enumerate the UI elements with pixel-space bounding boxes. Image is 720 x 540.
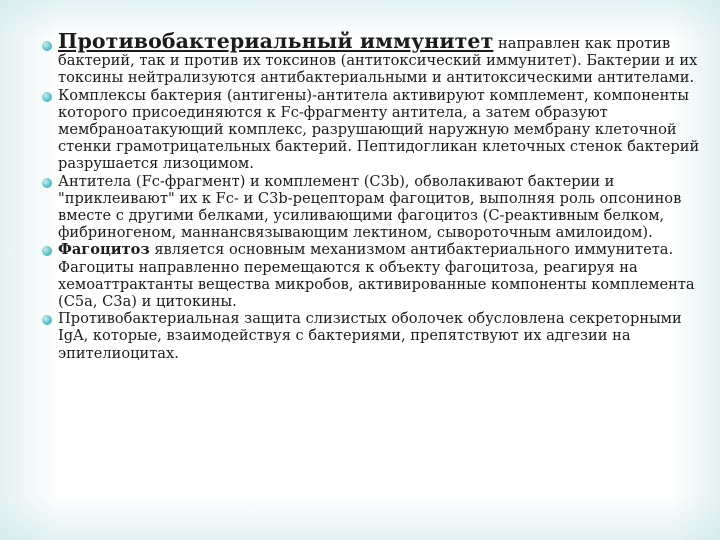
list-item [40, 173, 708, 242]
paragraph-text: является основным механизмом антибактериального иммунитета. Фагоциты направленно перемещаются к объекту фагоцитоза, реагируя на хемоаттрактанты вещества микробов, активированные компоненты комплемента (С5а, С3а) и цитокины. [58, 241, 695, 311]
bullet-icon [42, 41, 52, 51]
bullet-list [40, 29, 708, 362]
list-item [40, 87, 708, 173]
paragraph-text: Противобактериальная защита слизистых оболочек обусловлена секреторными IgA, которые, взаимодействуя с бактериями, препятствуют их адгезии на эпителиоцитах. [58, 310, 682, 362]
bullet-icon [42, 92, 52, 102]
heading-lead: Противобактериальный иммунитет [58, 29, 494, 53]
paragraph-text: направлен как против бактерий, так и против их токсинов (антитоксический иммунитет). Бактерии и их токсины нейтрализуются антибактериальными и антитоксическими антителами. [58, 35, 698, 87]
list-item [40, 241, 708, 310]
bullet-icon [42, 315, 52, 325]
bullet-icon [42, 178, 52, 188]
paragraph-text: Антитела (Fc-фрагмент) и комплемент (C3b), обволакивают бактерии и "приклеивают" их к Fc- и C3b-рецепторам фагоцитов, выполняя роль опсонинов вместе с другими белками, усиливающими фагоцитоз (С-реактивным белком, фибриногеном, маннансвязывающим лектином, сывороточным амилоидом). [58, 172, 682, 242]
term-lead: Фагоцитоз [58, 241, 150, 259]
bullet-icon [42, 246, 52, 256]
list-item [40, 310, 708, 362]
list-item [40, 29, 708, 87]
paragraph-text: Комплексы бактерия (антигены)-антитела активируют комплемент, компоненты которого присоединяются к Fc-фрагменту антитела, а затем образуют мембраноатакующий комплекс, разрушающий наружную мембрану клеточной стенки грамотрицательных бактерий. Пептидогликан клеточных стенок бактерий разрушается лизоцимом. [58, 86, 700, 173]
